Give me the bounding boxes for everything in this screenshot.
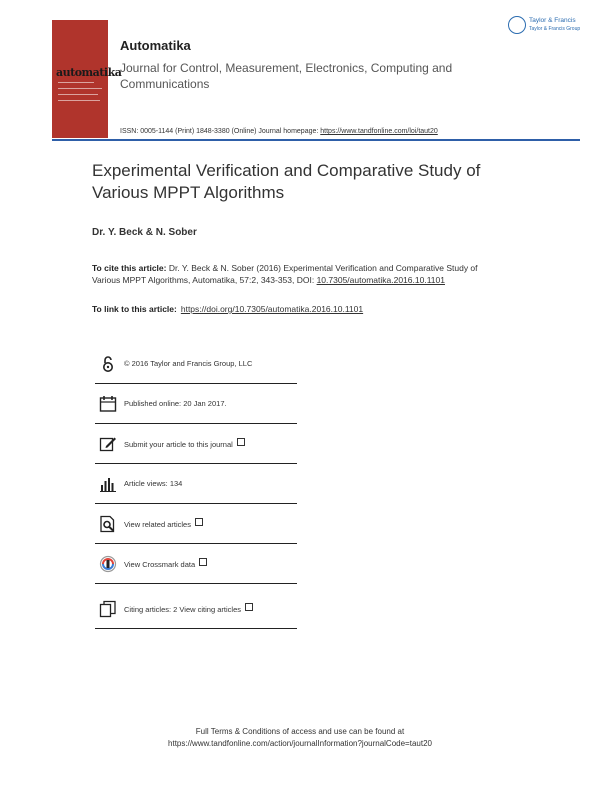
external-link-icon [195, 518, 203, 526]
view-related-articles-link[interactable]: View related articles [124, 519, 203, 529]
info-row-views [95, 463, 297, 504]
issn-line [120, 128, 438, 135]
footer [0, 726, 600, 750]
published-date-text: Published online: 20 Jan 2017. [124, 399, 227, 408]
crossmark-icon [99, 555, 117, 573]
related-articles-icon [99, 515, 117, 533]
info-row-related[interactable] [95, 503, 297, 544]
cite-label: To cite this article: [92, 263, 167, 273]
info-row-submit[interactable] [95, 423, 297, 464]
article-doi-link[interactable]: https://doi.org/10.7305/automatika.2016.10.1101 [180, 304, 364, 314]
journal-name: Automatika [120, 38, 191, 53]
publisher-logo-subtext: Taylor & Francis Group [529, 26, 581, 32]
footer-terms-link[interactable]: https://www.tandfonline.com/action/journalInformation?journalCode=taut20 [168, 739, 432, 748]
publisher-logo-icon [508, 16, 526, 34]
link-label: To link to this article: [92, 304, 177, 314]
view-citing-articles-link[interactable]: Citing articles: 2 View citing articles [124, 604, 253, 614]
citation-block [92, 262, 492, 286]
doi-link[interactable]: 10.7305/automatika.2016.10.1101 [316, 275, 445, 285]
edit-icon [99, 435, 117, 453]
publisher-logo-text: Taylor & Francis [529, 17, 576, 24]
info-row-copyright [95, 343, 297, 384]
footer-terms-text: Full Terms & Conditions of access and use can be found at [195, 727, 405, 736]
article-authors: Dr. Y. Beck & N. Sober [92, 227, 197, 238]
calendar-icon [99, 395, 117, 413]
bar-chart-icon [99, 475, 117, 493]
journal-subtitle: Journal for Control, Measurement, Electronics, Computing and Communications [120, 61, 453, 91]
cover-title: automatika [56, 66, 122, 79]
copyright-text: © 2016 Taylor and Francis Group, LLC [124, 359, 253, 368]
info-row-crossmark[interactable] [95, 543, 297, 584]
article-title: Experimental Verification and Comparative Study of Various MPPT Algorithms [92, 161, 481, 202]
cite-text: Dr. Y. Beck & N. Sober (2016) Experimental Verification and Comparative Study of Various MPPT Algorithms, Automatika, 57:2, 343-353, DOI: [92, 263, 478, 285]
publisher-logo [508, 16, 586, 38]
view-crossmark-link[interactable]: View Crossmark data [124, 559, 207, 569]
info-row-published [95, 383, 297, 424]
header-divider [52, 139, 580, 141]
article-link-line [92, 304, 363, 314]
external-link-icon [199, 558, 207, 566]
citing-articles-icon [99, 600, 117, 618]
issn-text: ISSN: 0005-1144 (Print) 1848-3380 (Online) Journal homepage: [120, 128, 321, 135]
external-link-icon [237, 438, 245, 446]
article-views-text: Article views: 134 [124, 479, 183, 488]
info-row-citing[interactable] [95, 588, 297, 629]
open-access-icon [99, 355, 117, 373]
submit-article-link[interactable]: Submit your article to this journal [124, 439, 245, 449]
journal-cover-image [52, 20, 122, 138]
external-link-icon [245, 603, 253, 611]
journal-homepage-link[interactable]: https://www.tandfonline.com/loi/taut20 [320, 128, 438, 135]
